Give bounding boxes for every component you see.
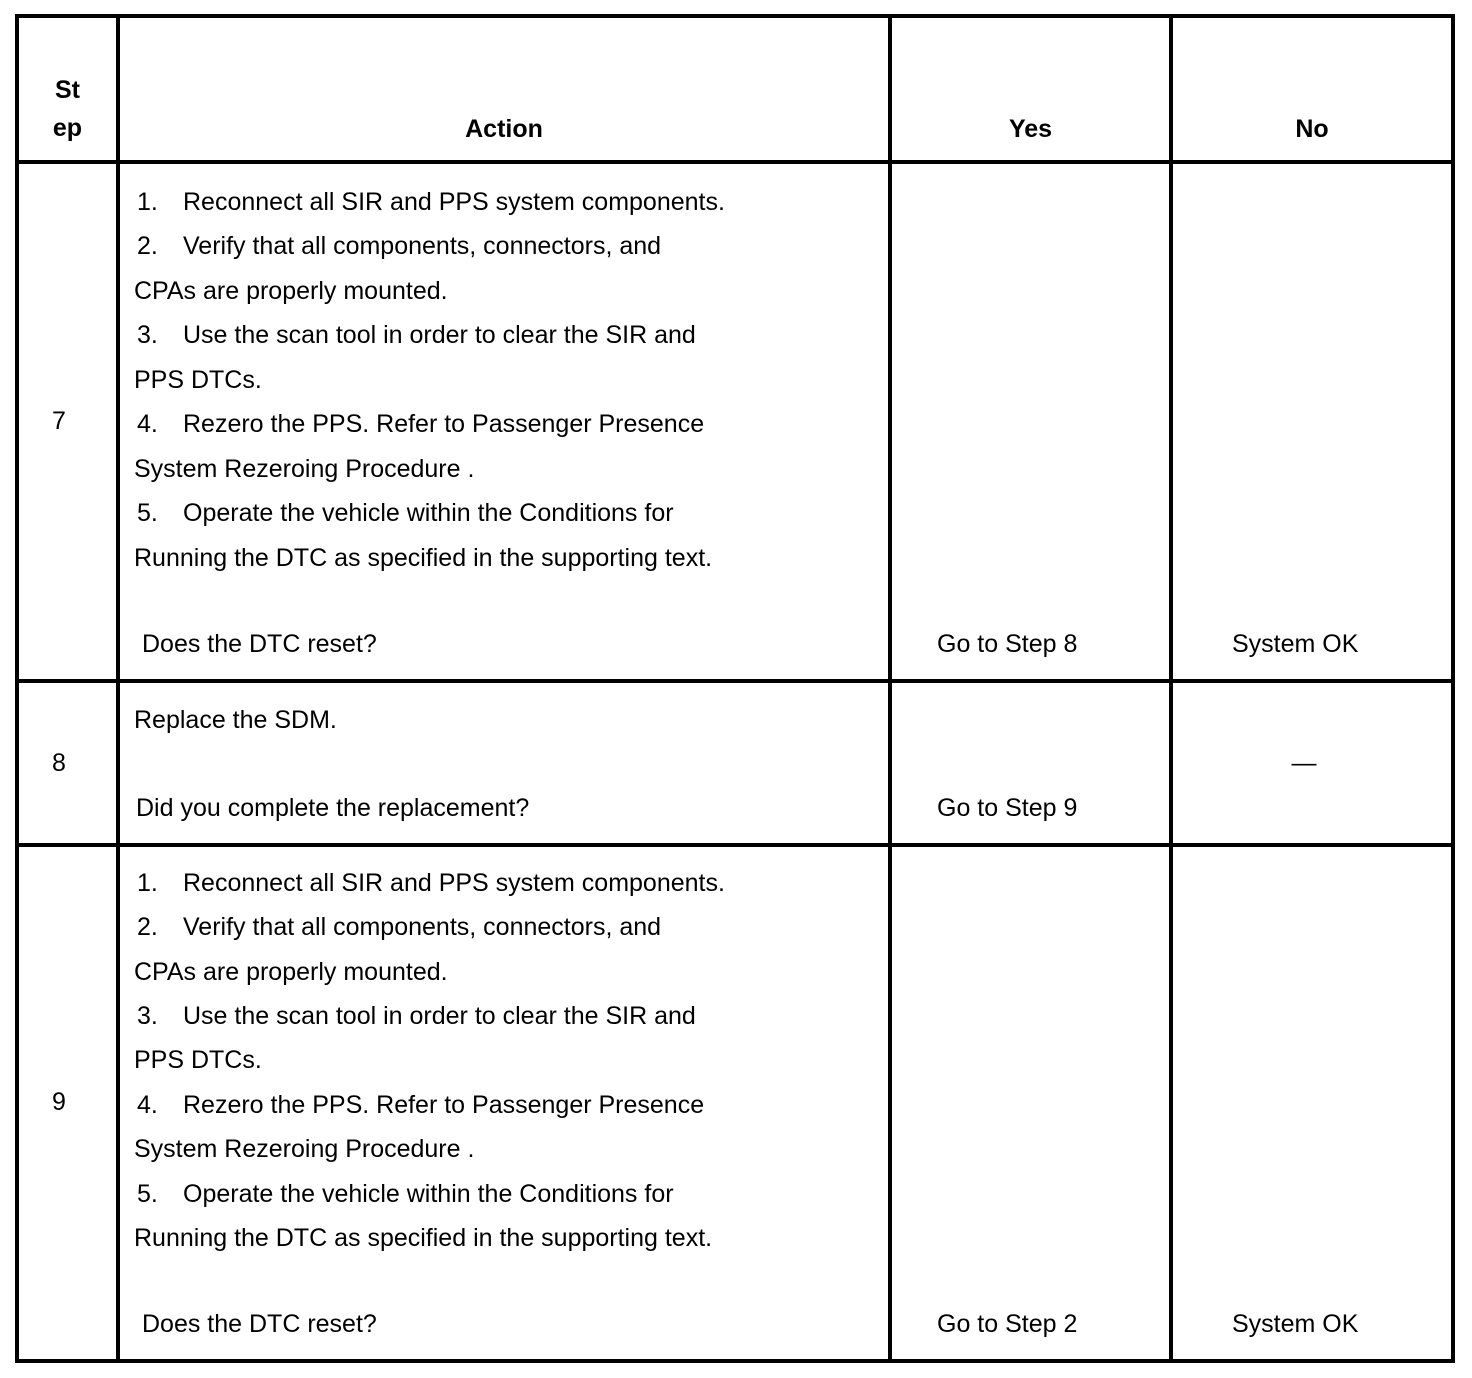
header-divider	[15, 160, 1455, 164]
step-number: 7	[52, 407, 66, 435]
line-text: System Rezeroing Procedure .	[134, 1135, 475, 1163]
line-number: 4.	[137, 410, 158, 438]
line-text: Running the DTC as specified in the supporting text.	[134, 544, 713, 572]
question: Does the DTC reset?	[142, 1310, 377, 1338]
action-line	[137, 320, 696, 350]
line-text: PPS DTCs.	[134, 1046, 262, 1074]
action-line	[134, 276, 448, 306]
action-line	[137, 409, 704, 439]
line-text: Reconnect all SIR and PPS system components.	[183, 869, 725, 897]
line-text: CPAs are properly mounted.	[134, 958, 448, 986]
action-line	[137, 1090, 704, 1120]
action-line	[134, 1045, 262, 1075]
line-text: Rezero the PPS. Refer to Passenger Presence	[183, 410, 705, 438]
action-line	[134, 1223, 712, 1253]
line-text: PPS DTCs.	[134, 366, 262, 394]
line-text: Reconnect all SIR and PPS system components.	[183, 188, 725, 216]
line-number: 5.	[137, 1180, 158, 1208]
yes-result: Go to Step 8	[937, 630, 1078, 658]
action-line	[137, 1179, 674, 1209]
header-no: No	[1295, 115, 1329, 143]
column-divider	[1169, 14, 1173, 1363]
yes-result: Go to Step 9	[937, 794, 1078, 822]
header-step-line2: ep	[52, 114, 83, 142]
action-line	[134, 543, 712, 573]
no-result: System OK	[1232, 630, 1359, 658]
line-number: 1.	[137, 869, 158, 897]
line-text: Operate the vehicle within the Conditions for	[183, 499, 674, 527]
line-text: Use the scan tool in order to clear the SIR and	[183, 321, 696, 349]
yes-result: Go to Step 2	[937, 1310, 1078, 1338]
line-number: 3.	[137, 1002, 158, 1030]
action-line	[134, 1134, 474, 1164]
column-divider	[888, 14, 892, 1363]
table-border-right	[1451, 14, 1455, 1363]
line-number: 3.	[137, 321, 158, 349]
action-line	[137, 1001, 696, 1031]
column-divider	[116, 14, 120, 1363]
table-border-top	[15, 14, 1455, 18]
header-step	[19, 75, 116, 143]
question: Does the DTC reset?	[142, 630, 377, 658]
line-text: Verify that all components, connectors, and	[183, 232, 662, 260]
header-yes: Yes	[1008, 115, 1053, 143]
line-text: System Rezeroing Procedure .	[134, 455, 475, 483]
header-action: Action	[465, 115, 543, 143]
no-result: System OK	[1232, 1310, 1359, 1338]
line-text: Running the DTC as specified in the supporting text.	[134, 1224, 713, 1252]
line-text: CPAs are properly mounted.	[134, 277, 448, 305]
step-number: 8	[52, 749, 66, 777]
line-text: Verify that all components, connectors, and	[183, 913, 662, 941]
line-text: Rezero the PPS. Refer to Passenger Presence	[183, 1091, 705, 1119]
row-divider	[15, 679, 1455, 683]
action-line	[134, 365, 262, 395]
no-result: —	[1291, 749, 1317, 777]
line-text: Replace the SDM.	[134, 706, 337, 734]
action-line	[137, 912, 661, 942]
action-line	[134, 957, 448, 987]
line-number: 4.	[137, 1091, 158, 1119]
action-line	[137, 187, 725, 217]
action-line	[134, 454, 474, 484]
table-border-bottom	[15, 1359, 1455, 1363]
table-border-left	[15, 14, 19, 1363]
action-line	[137, 868, 725, 898]
action-line	[137, 498, 674, 528]
header-step-line1: St	[55, 76, 80, 104]
line-text: Operate the vehicle within the Conditions for	[183, 1180, 674, 1208]
line-number: 2.	[137, 913, 158, 941]
line-number: 5.	[137, 499, 158, 527]
question: Did you complete the replacement?	[136, 794, 530, 822]
line-text: Use the scan tool in order to clear the SIR and	[183, 1002, 696, 1030]
action-line	[134, 705, 337, 735]
row-divider	[15, 843, 1455, 847]
step-number: 9	[52, 1088, 66, 1116]
line-number: 1.	[137, 188, 158, 216]
action-line	[137, 231, 661, 261]
line-number: 2.	[137, 232, 158, 260]
